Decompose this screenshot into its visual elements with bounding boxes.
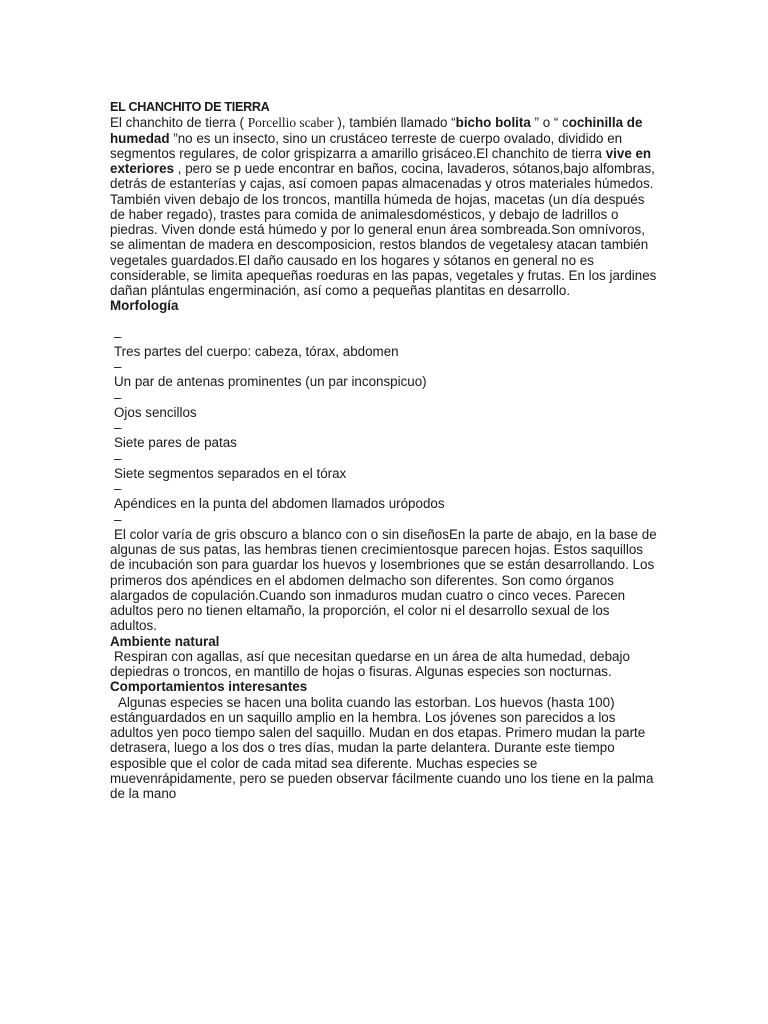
ambiente-heading: Ambiente natural (110, 633, 220, 649)
list-item: Ojos sencillos (114, 404, 197, 420)
scientific-name: Porcellio scaber (247, 115, 334, 131)
intro-text-1: El chanchito de tierra ( (110, 115, 248, 131)
list-item: Apéndices en la punta del abdomen llamados urópodos (114, 496, 445, 512)
dash-marker: – (114, 450, 122, 466)
intro-text-2: ), también llamado “ (333, 115, 456, 131)
ambiente-paragraph (110, 649, 660, 680)
dash-marker: – (114, 420, 122, 435)
ambiente-text: Respiran con agallas, así que necesitan quedarse en un área de alta humedad, debajo depiedras o troncos, en mantillo de hojas o fisuras. Algunas especies son nocturnas. (110, 648, 630, 679)
document-title: EL CHANCHITO DE TIERRA (110, 100, 270, 114)
intro-text-5: , pero se p uede encontrar en baños, cocina, lavaderos, sótanos,bajo alfombras, detrás de estanterías y cajas, así comoen papas almacenadas y otros materiales húmedos. También viven debajo de los troncos, mantilla húmeda de hojas, macetas (un día después de haber regado), trastes para comida de animalesdomésticos, y debajo de ladrillos o piedras. Viven donde está húmedo y por lo general enun área sombreada.Son omnívoros, se alimentan de madera en descomposicion, restos blandos de vegetalesy atacan también vegetales guardados.El daño causado en los hogares y sótanos en general no es considerable, se limita apequeñas roeduras en las papas, vegetales y frutas. En los jardines dañan plántulas engerminación, así como a pequeñas plantitas en desarrollo. (110, 161, 657, 298)
morfologia-list (110, 329, 660, 527)
morfologia-heading: Morfología (110, 298, 179, 314)
bold-bicho-bolita: bicho bolita (455, 115, 531, 131)
morfologia-paragraph (110, 527, 660, 634)
document-page (110, 100, 660, 801)
morfologia-text: El color varía de gris obscuro a blanco con o sin diseñosEn la parte de abajo, en la base de algunas de sus patas, las hembras tienen crecimientosque parecen hojas. Estos saquillos de incubación son para guardar los huevos y losembriones que se están desarrollando. Los primeros dos apéndices en el abdomen delmacho son diferentes. Son como órganos alargados de copulación.Cuando son inmaduros mudan cuatro o cinco veces. Parecen adultos pero no tienen eltamaño, la proporción, el color ni el desarrollo sexual de los adultos. (110, 526, 657, 634)
intro-text-3: ” o “ c (530, 115, 569, 131)
list-item: Siete pares de patas (114, 435, 237, 451)
bold-vive-exteriores: vive en exteriores (110, 145, 652, 176)
dash-marker: – (114, 481, 122, 496)
comportamientos-paragraph (110, 695, 660, 802)
dash-marker: – (114, 359, 122, 374)
comportamientos-text: Algunas especies se hacen una bolita cuando las estorban. Los huevos (hasta 100) estánguardados en un saquillo amplio en la hembra. Los jóvenes son parecidos a los adultos yen poco tiempo salen del saquillo. Mudan en dos etapas. Primero mudan la parte detrasera, luego a los dos o tres días, mudan la parte delantera. Durante este tiempo esposible que el color de cada mitad sea diferente. Muchas especies se muevenrápidamente, pero se pueden observar fácilmente cuando uno los tiene en la palma de la mano (110, 694, 654, 801)
dash-marker: – (114, 328, 122, 344)
list-item: Un par de antenas prominentes (un par inconspicuo) (114, 374, 427, 390)
list-item: Tres partes del cuerpo: cabeza, tórax, abdomen (114, 343, 399, 359)
intro-paragraph (110, 115, 660, 298)
dash-marker: – (114, 511, 122, 527)
dash-marker: – (114, 389, 122, 405)
list-item: Siete segmentos separados en el tórax (114, 465, 347, 481)
spacer (110, 314, 660, 329)
comportamientos-heading: Comportamientos interesantes (110, 679, 308, 695)
intro-text-4: ”no es un insecto, sino un crustáceo terreste de cuerpo ovalado, dividido en segmentos regulares, de color grispizarra a amarillo grisáceo.El chanchito de tierra (110, 130, 623, 161)
bold-cochinilla: ochinilla de humedad (110, 115, 643, 146)
